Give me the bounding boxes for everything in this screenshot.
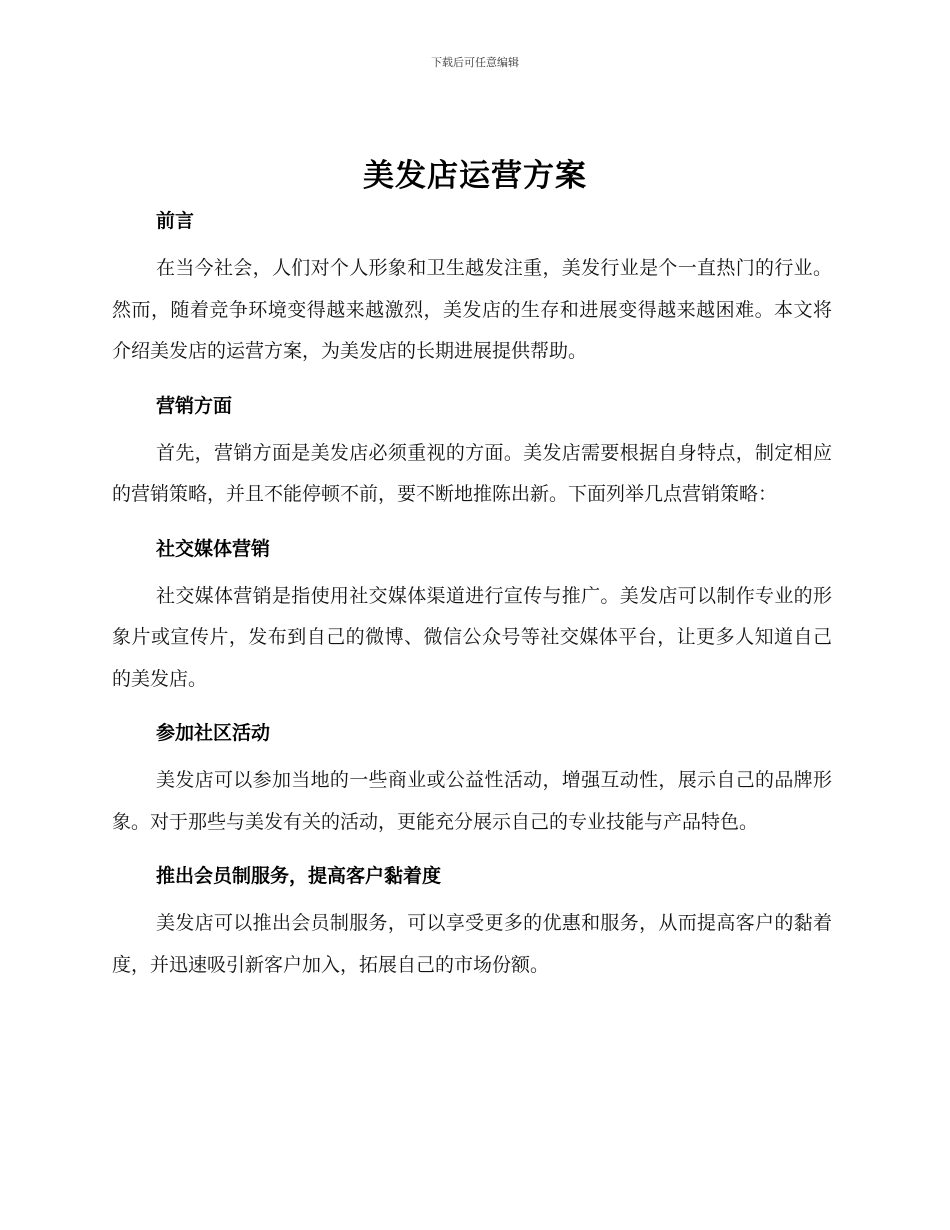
section-paragraph: 首先，营销方面是美发店必须重视的方面。美发店需要根据自身特点，制定相应的营销策略，并且不能停顿不前，要不断地推陈出新。下面列举几点营销策略：: [112, 441, 832, 505]
document-title: 美发店运营方案: [363, 158, 587, 194]
section-heading: 参加社区活动: [156, 722, 271, 744]
section-preface: [112, 204, 832, 373]
section-heading: 推出会员制服务，提高客户黏着度: [156, 865, 442, 887]
section-community-events: [112, 716, 832, 843]
section-paragraph: 社交媒体营销是指使用社交媒体渠道进行宣传与推广。美发店可以制作专业的形象片或宣传片，发布到自己的微博、微信公众号等社交媒体平台，让更多人知道自己的美发店。: [112, 584, 832, 690]
section-heading: 前言: [156, 210, 195, 232]
section-paragraph: 美发店可以推出会员制服务，可以享受更多的优惠和服务，从而提高客户的黏着度，并迅速吸引新客户加入，拓展自己的市场份额。: [112, 912, 832, 976]
header-note: 下载后可任意编辑: [431, 56, 519, 69]
section-heading: 营销方面: [156, 394, 233, 417]
section-social-media: [112, 532, 832, 701]
section-paragraph: 美发店可以参加当地的一些商业或公益性活动，增强互动性，展示自己的品牌形象。对于那些与美发有关的活动，更能充分展示自己的专业技能与产品特色。: [112, 769, 832, 833]
section-paragraph: 在当今社会，人们对个人形象和卫生越发注重，美发行业是个一直热门的行业。然而，随着竞争环境变得越来越激烈，美发店的生存和进展变得越来越困难。本文将介绍美发店的运营方案，为美发店的长期进展提供帮助。: [112, 257, 832, 362]
document-body: [112, 204, 832, 1002]
section-heading: 社交媒体营销: [156, 537, 271, 560]
section-membership: [112, 859, 832, 986]
section-marketing: [112, 389, 832, 516]
